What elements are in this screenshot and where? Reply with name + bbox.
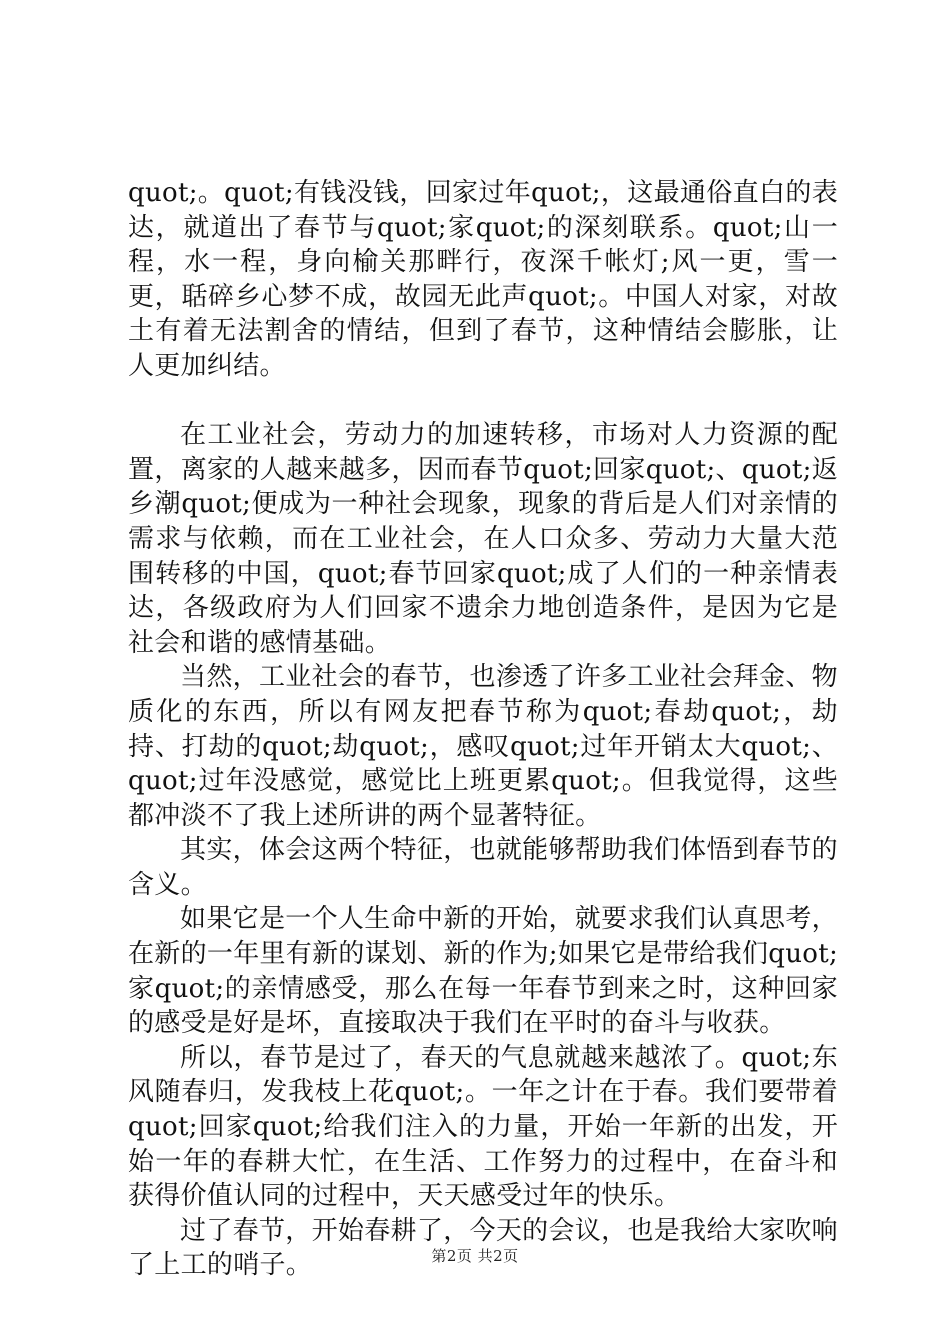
paragraph: 在工业社会，劳动力的加速转移，市场对人力资源的配置，离家的人越来越多，因而春节quot;回家quot;、quot;返乡潮quot;便成为一种社会现象，现象的背后是人们对亲情的需求与依赖，而在工业社会，在人口众多、劳动力大量大范围转移的中国，quot;春节回家quot;成了人们的一种亲情表达，各级政府为人们回家不遗余力地创造条件，是因为它是社会和谐的感情基础。 <box>128 420 838 658</box>
paragraph: 当然，工业社会的春节，也渗透了许多工业社会拜金、物质化的东西，所以有网友把春节称为quot;春劫quot;，劫持、打劫的quot;劫quot;，感叹quot;过年开销太大quot;、quot;过年没感觉，感觉比上班更累quot;。但我觉得，这些都冲淡不了我上述所讲的两个显著特征。 <box>128 662 838 831</box>
paragraph: 所以，春节是过了，春天的气息就越来越浓了。quot;东风随春归，发我枝上花quot;。一年之计在于春。我们要带着quot;回家quot;给我们注入的力量，开始一年新的出发，开始一年的春耕大忙，在生活、工作努力的过程中，在奋斗和获得价值认同的过程中，天天感受过年的快乐。 <box>128 1042 838 1212</box>
paragraph: 如果它是一个人生命中新的开始，就要求我们认真思考，在新的一年里有新的谋划、新的作为;如果它是带给我们quot;家quot;的亲情感受，那么在每一年春节到来之时，这种回家的感受是好是坏，直接取决于我们在平时的奋斗与收获。 <box>128 904 839 1039</box>
page-number: 第2页 共2页 <box>431 1247 519 1265</box>
paragraph: 过了春节，开始春耕了，今天的会议，也是我给大家吹响了上工的哨子。 <box>128 1215 838 1281</box>
paragraph: 其实，体会这两个特征，也就能够帮助我们体悟到春节的含义。 <box>128 835 838 900</box>
paragraph: quot;。quot;有钱没钱，回家过年quot;，这最通俗直白的表达，就道出了春节与quot;家quot;的深刻联系。quot;山一程，水一程，身向榆关那畔行，夜深千帐灯;风一更，雪一更，聒碎乡心梦不成，故园无此声quot;。中国人对家，对故土有着无法割舍的情结，但到了春节，这种情结会膨胀，让人更加纠结。 <box>128 178 838 381</box>
document-body <box>128 176 838 1283</box>
page-footer <box>0 1245 950 1266</box>
